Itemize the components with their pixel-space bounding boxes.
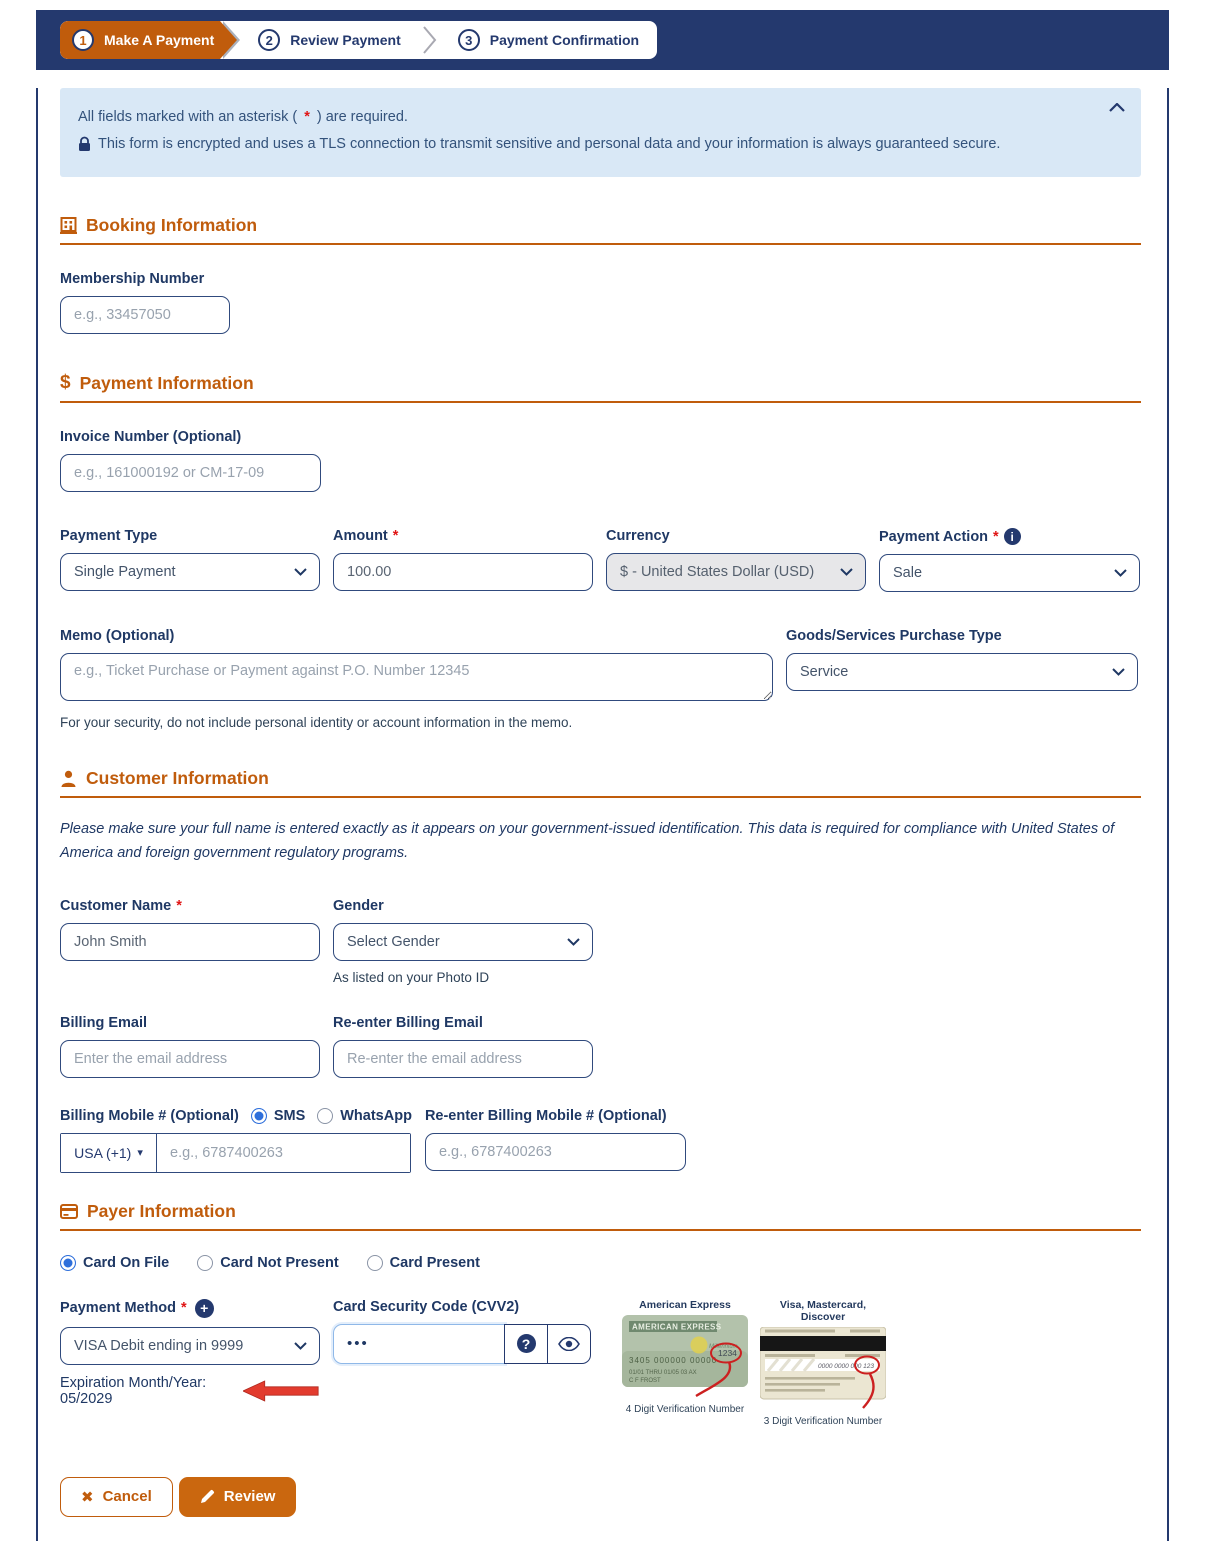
chevron-down-icon [1114,569,1127,577]
payment-method-row [60,1299,1141,1427]
whatsapp-radio[interactable]: WhatsApp [317,1108,412,1124]
asterisk: * [304,109,310,125]
dollar-icon: $ [60,372,71,393]
membership-number-input[interactable] [60,296,230,334]
email-row [60,1015,1141,1078]
customer-name-input[interactable] [60,923,320,961]
person-icon [60,770,77,787]
memo-help-text: For your security, do not include personal identity or account information in the memo. [60,715,573,730]
payment-method-field [60,1299,320,1407]
billing-email-field [60,1015,320,1078]
compliance-note: Please make sure your full name is entered exactly as it appears on your government-issued identification. This data is required for compliance with United States of America and foreign government regulatory programs. [60,821,1115,861]
currency-field [606,528,866,591]
memo-label: Memo (Optional) [60,628,175,644]
step-2-number: 2 [258,29,280,51]
x-icon: ✖ [81,1488,94,1506]
invoice-number-label: Invoice Number (Optional) [60,429,242,445]
membership-number-label: Membership Number [60,271,205,287]
asterisk: * [181,1300,187,1317]
chevron-down-icon [294,1342,307,1350]
payment-section-heading: $ Payment Information [60,372,1141,403]
card-examples [621,1299,887,1427]
caret-down-icon: ▾ [137,1147,143,1160]
payment-details-row [60,528,1141,592]
required-fields-note: All fields marked with an asterisk ( * ) are required. [78,109,408,125]
payment-action-label: Payment Action * i [879,528,1140,545]
payment-method-select[interactable]: VISA Debit ending in 9999 [60,1327,320,1365]
goods-services-field [786,628,1138,691]
payment-type-field [60,528,320,591]
red-arrow-annotation [243,1378,320,1404]
chevron-down-icon [294,568,307,576]
country-code-select[interactable]: USA (+1) ▾ [61,1134,157,1172]
eye-icon [558,1337,580,1351]
add-payment-method-icon[interactable]: + [195,1299,214,1318]
customer-name-label: Customer Name * [60,897,182,914]
chevron-up-icon [1109,103,1125,112]
form-actions [60,1477,1141,1517]
chevron-down-icon [567,938,580,946]
gender-field [333,898,593,985]
payer-section-heading: Payer Information [60,1201,1141,1231]
billing-mobile-label: Billing Mobile # (Optional) [60,1107,239,1124]
step-3-label: Payment Confirmation [489,32,640,48]
payment-action-select[interactable]: Sale [879,554,1140,592]
expiration-line [60,1375,320,1407]
amex-caption: 4 Digit Verification Number [625,1403,745,1415]
visa-caption: 3 Digit Verification Number [763,1415,883,1427]
visa-title: Visa, Mastercard, Discover [779,1298,867,1323]
reenter-billing-email-field [333,1015,593,1078]
building-icon [60,217,77,234]
svg-text:Millennium: Millennium [709,1343,738,1350]
step-1-label: Make A Payment [104,32,215,48]
active-step-arrow [220,21,240,59]
currency-select: $ - United States Dollar (USD) [606,553,866,591]
stepper-bar [36,10,1169,70]
amount-input[interactable] [333,553,593,591]
payment-action-field [879,528,1140,592]
svg-text:3405 000000 00000: 3405 000000 00000 [629,1355,718,1365]
step-1-number: 1 [72,29,94,51]
chevron-down-icon [840,568,853,576]
step-separator-chevron-icon [421,23,438,57]
cvv-show-button[interactable] [547,1324,591,1364]
chevron-down-icon [1112,668,1125,676]
customer-name-field [60,898,320,961]
booking-section-heading: Booking Information [60,215,1141,245]
membership-field [60,271,1141,334]
billing-email-label: Billing Email [60,1014,148,1031]
visa-example [759,1299,887,1427]
svg-text:C F FROST: C F FROST [629,1377,661,1384]
currency-label: Currency [606,528,670,544]
memo-field [60,628,773,730]
svg-text:AMERICAN EXPRESS: AMERICAN EXPRESS [632,1322,722,1332]
mobile-row [60,1108,1141,1173]
card-on-file-radio[interactable]: Card On File [60,1255,169,1271]
step-review-payment[interactable] [240,21,419,59]
goods-services-select[interactable]: Service [786,653,1138,691]
question-icon: ? [517,1334,536,1353]
payment-type-select[interactable]: Single Payment [60,553,320,591]
amount-label: Amount * [333,528,399,544]
radio-selected-icon [60,1255,76,1271]
cvv-input[interactable] [333,1324,505,1364]
stepper [60,21,657,59]
reenter-mobile-field [425,1108,686,1171]
radio-unselected-icon [317,1108,333,1124]
payment-type-label: Payment Type [60,528,158,544]
svg-text:01/01 THRU 01/05 03 AX: 01/01 THRU 01/05 03 AX [629,1369,697,1376]
gender-label: Gender [333,897,384,914]
step-make-a-payment[interactable] [60,21,220,59]
visa-card-image [760,1327,886,1410]
customer-section-heading: Customer Information [60,768,1141,798]
card-present-radio[interactable]: Card Present [367,1255,480,1271]
billing-email-input[interactable] [60,1040,320,1078]
step-2-label: Review Payment [290,32,401,48]
lock-icon [78,136,91,152]
sms-radio[interactable]: SMS [251,1108,305,1124]
name-gender-row [60,898,1141,985]
step-payment-confirmation[interactable] [440,21,657,59]
notice-box [60,88,1141,177]
cvv-label: Card Security Code (CVV2) [333,1298,520,1315]
amex-card-image [622,1315,748,1398]
info-icon[interactable]: i [1004,528,1021,545]
payment-page [36,10,1169,1541]
collapse-notice-button[interactable] [1105,96,1129,119]
cvv-help-button[interactable] [504,1324,548,1364]
reenter-billing-email-label: Re-enter Billing Email [333,1014,483,1031]
amount-field [333,528,593,591]
reenter-billing-mobile-label: Re-enter Billing Mobile # (Optional) [424,1107,667,1124]
billing-mobile-group [60,1133,411,1173]
security-note: This form is encrypted and uses a TLS connection to transmit sensitive and personal data and your information is always guaranteed secure. [78,136,1125,152]
amex-example [621,1299,749,1427]
cvv-field [333,1299,593,1364]
svg-text:1234: 1234 [718,1347,737,1358]
invoice-number-input[interactable] [60,454,321,492]
cvv-group [333,1324,593,1364]
asterisk: * [392,528,399,544]
payment-method-label: Payment Method * + [60,1299,320,1318]
reenter-billing-email-input[interactable] [333,1040,593,1078]
billing-mobile-input[interactable] [157,1134,410,1172]
asterisk: * [993,528,999,545]
step-3-number: 3 [458,29,480,51]
memo-textarea[interactable] [60,653,773,701]
reenter-billing-mobile-input[interactable] [425,1133,686,1171]
card-not-present-radio[interactable]: Card Not Present [197,1255,338,1271]
form-body [36,88,1169,1541]
cancel-button[interactable]: ✖ Cancel [60,1477,173,1517]
pencil-icon [200,1489,215,1504]
radio-selected-icon [251,1108,267,1124]
review-button[interactable]: Review [179,1477,297,1517]
billing-mobile-field [60,1108,412,1173]
card-presence-radios [60,1255,1141,1271]
radio-unselected-icon [367,1255,383,1271]
gender-help-text: As listed on your Photo ID [333,969,490,985]
svg-text:0000 0000 000 123: 0000 0000 000 123 [818,1362,875,1370]
expiration-text: Expiration Month/Year: 05/2029 [60,1374,207,1407]
gender-select[interactable]: Select Gender [333,923,593,961]
goods-services-label: Goods/Services Purchase Type [786,628,1002,644]
radio-unselected-icon [197,1255,213,1271]
credit-card-icon [60,1204,78,1219]
memo-row [60,628,1141,730]
asterisk: * [176,897,182,914]
invoice-field [60,429,1141,492]
amex-title: American Express [639,1298,731,1311]
